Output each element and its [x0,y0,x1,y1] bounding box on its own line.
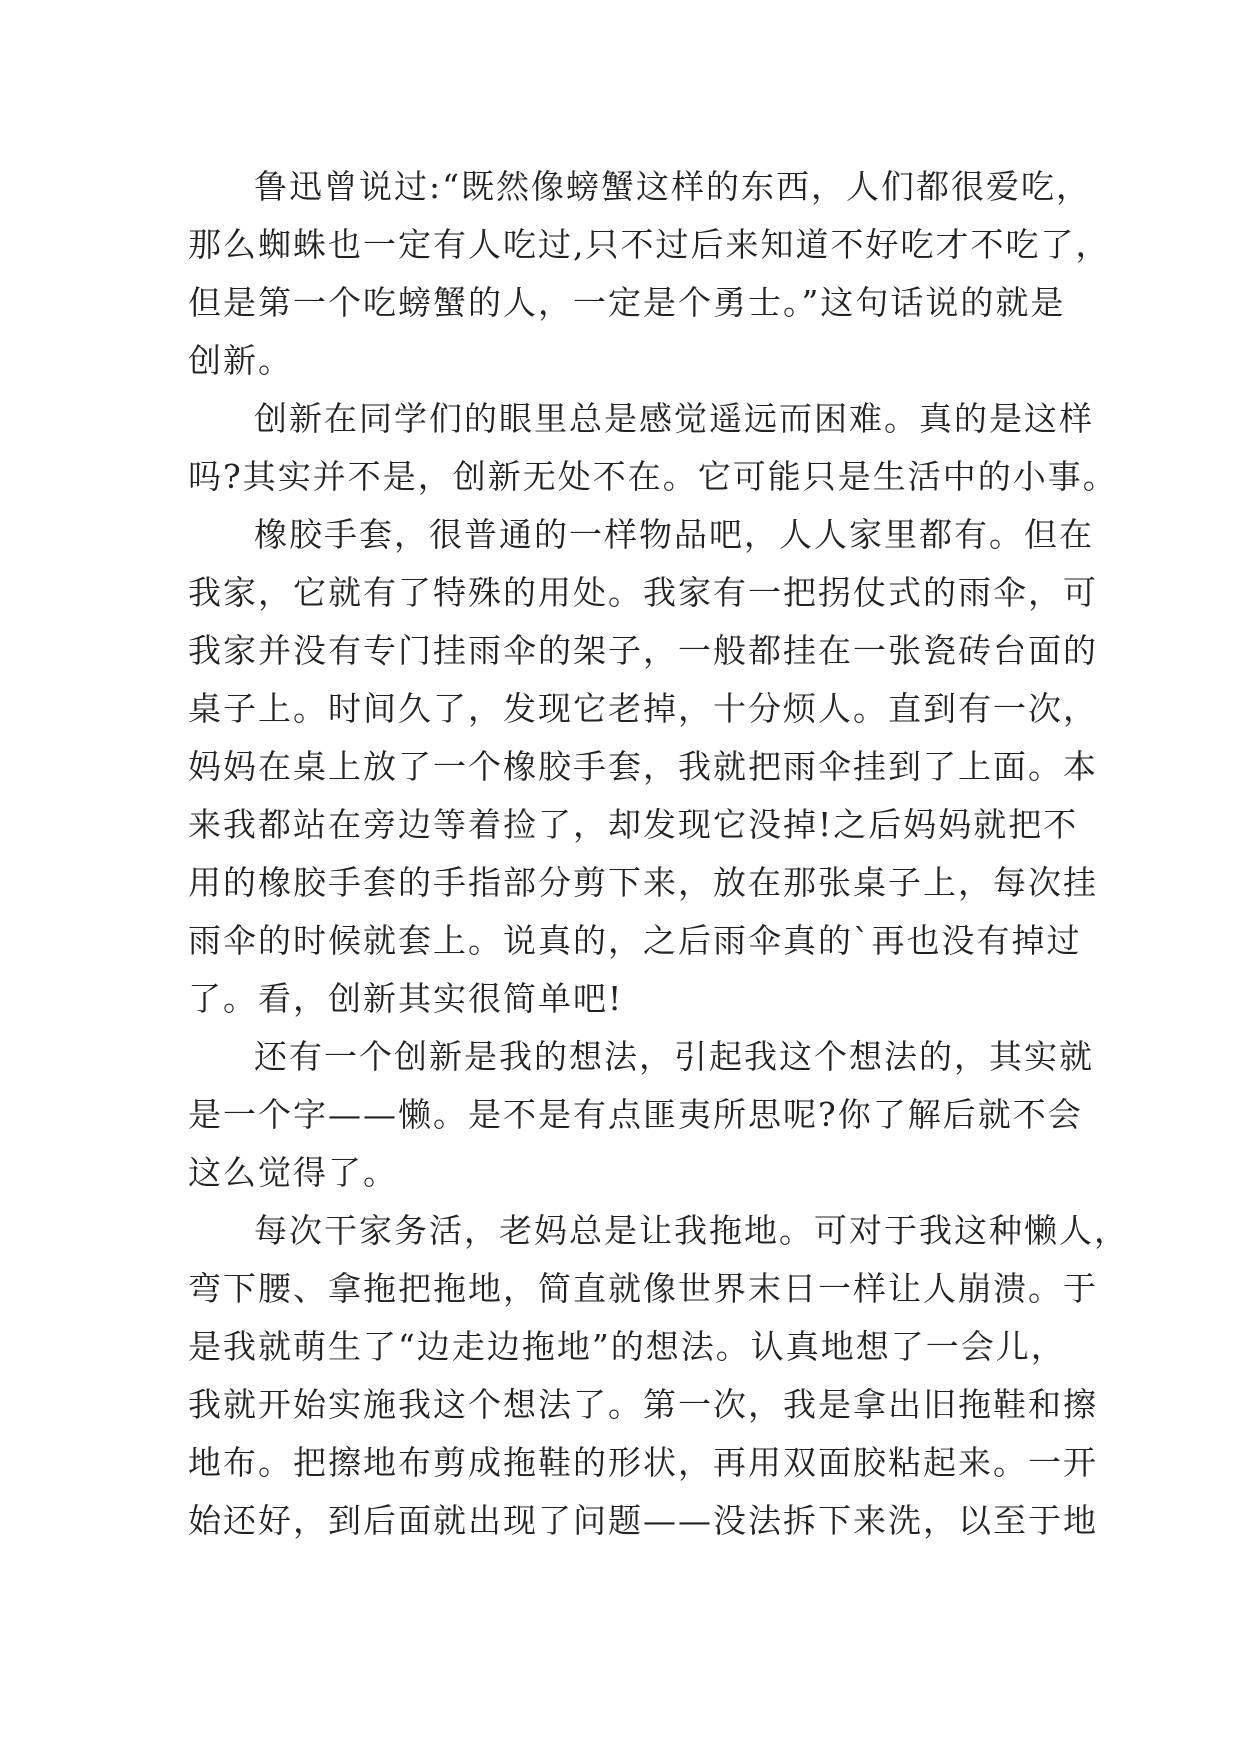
paragraph-5-line-2: 弯下腰、拿拖把拖地，简直就像世界末日一样让人崩溃。于 [188,1269,1098,1308]
paragraph-3-line-8: 雨伞的时候就套上。说真的，之后雨伞真的`再也没有掉过 [188,921,1082,960]
paragraph-5-line-1: 每次干家务活，老妈总是让我拖地。可对于我这种懒人， [254,1211,1129,1250]
paragraph-3-line-3: 我家并没有专门挂雨伞的架子，一般都挂在一张瓷砖台面的 [188,631,1098,670]
article-body [188,158,1129,1550]
paragraph-3-line-4: 桌子上。时间久了，发现它老掉，十分烦人。直到有一次， [188,689,1098,728]
paragraph-3-line-7: 用的橡胶手套的手指部分剪下来，放在那张桌子上，每次挂 [188,863,1098,902]
paragraph-1-line-3: 但是第一个吃螃蟹的人，一定是个勇士。”这句话说的就是 [188,283,1066,322]
paragraph-4-line-1: 还有一个创新是我的想法，引起我这个想法的，其实就 [254,1037,1094,1076]
paragraph-3-line-5: 妈妈在桌上放了一个橡胶手套，我就把雨伞挂到了上面。本 [188,747,1098,786]
paragraph-3-line-9: 了。看，创新其实很简单吧! [188,979,624,1018]
paragraph-3-line-2: 我家，它就有了特殊的用处。我家有一把拐仗式的雨伞，可 [188,573,1098,612]
paragraph-1-line-2: 那么蜘蛛也一定有人吃过,只不过后来知道不好吃才不吃了， [188,225,1111,264]
paragraph-2-line-1: 创新在同学们的眼里总是感觉遥远而困难。真的是这样 [254,399,1094,438]
paragraph-3-line-6: 来我都站在旁边等着捡了，却发现它没掉!之后妈妈就把不 [188,805,1079,844]
paragraph-4-line-3: 这么觉得了。 [188,1153,398,1192]
paragraph-5-line-3: 是我就萌生了“边走边拖地”的想法。认真地想了一会儿， [188,1327,1066,1366]
paragraph-3-line-1: 橡胶手套，很普通的一样物品吧，人人家里都有。但在 [254,515,1094,554]
paragraph-2-line-2: 吗?其实并不是，创新无处不在。它可能只是生活中的小事。 [188,457,1118,496]
paragraph-4-line-2: 是一个字——懒。是不是有点匪夷所思呢?你了解后就不会 [188,1095,1083,1134]
paragraph-1-line-1: 鲁迅曾说过:“既然像螃蟹这样的东西，人们都很爱吃， [254,167,1091,206]
paragraph-5-line-4: 我就开始实施我这个想法了。第一次，我是拿出旧拖鞋和擦 [188,1385,1098,1424]
paragraph-5-line-6: 始还好，到后面就出现了问题——没法拆下来洗，以至于地 [188,1501,1098,1540]
paragraph-1-line-4: 创新。 [188,341,293,380]
paragraph-5-line-5: 地布。把擦地布剪成拖鞋的形状，再用双面胶粘起来。一开 [188,1443,1098,1482]
